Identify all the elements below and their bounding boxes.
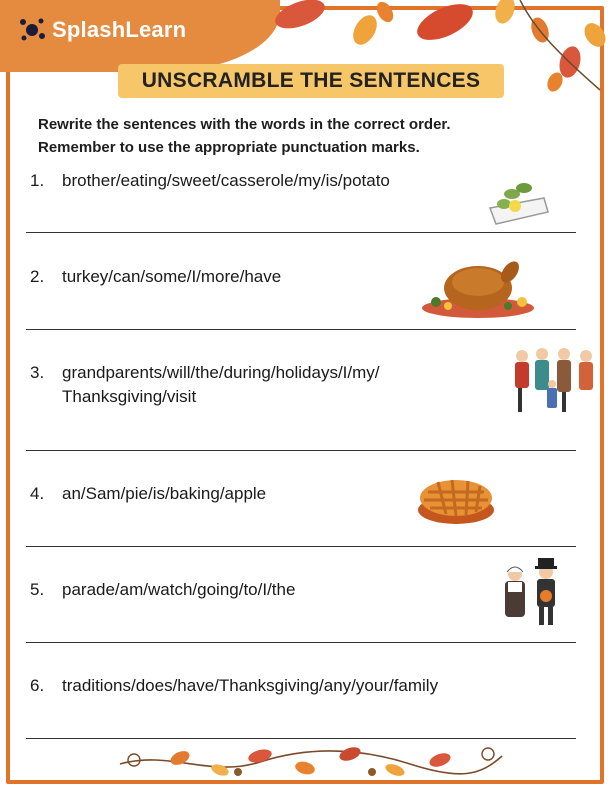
roast-turkey-icon (418, 250, 538, 322)
instruction-line-1: Rewrite the sentences with the words in the correct order. (38, 116, 451, 133)
question-item (30, 482, 482, 506)
scrambled-sentence: brother/eating/sweet/casserole/my/is/potato (62, 171, 390, 190)
question-item (30, 265, 482, 289)
question-item (30, 361, 482, 409)
scrambled-sentence: grandparents/will/the/during/holidays/I/my/ Thanksgiving/visit (62, 363, 380, 406)
question-number: 2. (30, 267, 45, 286)
question-item (30, 169, 482, 193)
splash-icon (18, 16, 46, 44)
family-group-icon (512, 344, 598, 416)
question-number: 4. (30, 484, 45, 503)
scrambled-sentence: parade/am/watch/going/to/I/the (62, 580, 296, 599)
answer-line[interactable] (26, 642, 576, 643)
answer-line[interactable] (26, 232, 576, 233)
brand-logo (18, 16, 186, 44)
scrambled-sentence: turkey/can/some/I/more/have (62, 267, 282, 286)
answer-line[interactable] (26, 329, 576, 330)
question-number: 5. (30, 580, 45, 599)
casserole-dish-icon (482, 168, 552, 228)
answer-line[interactable] (26, 546, 576, 547)
vine-leaves-decoration (110, 742, 510, 782)
pilgrim-couple-icon (500, 558, 562, 630)
apple-pie-icon (416, 470, 496, 528)
question-item (30, 674, 562, 698)
instruction-line-2: Remember to use the appropriate punctuation marks. (38, 139, 420, 156)
question-number: 6. (30, 676, 45, 695)
instructions (38, 113, 558, 159)
scrambled-sentence: traditions/does/have/Thanksgiving/any/your/family (62, 676, 439, 695)
question-number: 1. (30, 171, 45, 190)
page-title: UNSCRAMBLE THE SENTENCES (141, 69, 481, 92)
scrambled-sentence: an/Sam/pie/is/baking/apple (62, 484, 267, 503)
question-item (30, 578, 482, 602)
brand-name: SplashLearn (52, 17, 187, 42)
answer-line[interactable] (26, 450, 576, 451)
question-number: 3. (30, 363, 45, 382)
worksheet-title-banner (118, 64, 504, 98)
answer-line[interactable] (26, 738, 576, 739)
